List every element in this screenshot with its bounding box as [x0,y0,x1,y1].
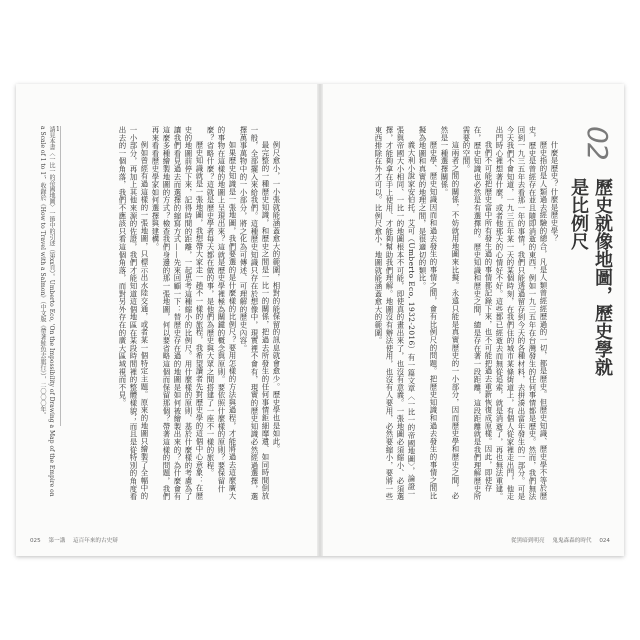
left-page-body [66,126,282,501]
book-spread [16,84,624,556]
right-page [320,84,624,556]
page-number: 024 [599,538,610,544]
paragraph: 這兩者之間的關係，不妨就用地圖來比擬。永遠只能是真實歷史的一小部分，因而歷史學和歷史之間，必然是一種選擇關係。 [440,126,460,500]
page-number: 025 [30,538,41,544]
right-page-body [338,126,560,501]
paragraph: 我們不可能把歷史當中所有發生過的事情都記錄下來，也不可能把過去重新恢復成原樣。因此，即使存在，歷史知識也必然是有選擇的。歷史知識和歷史之間，總是存在著一段距離，這段距離就是我們理解歷史所需要的空間。 [462,126,493,501]
lecture-label: 第一講 [48,538,66,544]
paragraph: 歷史知識就是一張地圖，我想帶大家走一趟不一樣的旅程，我希望讀者先對歷史學的這個中心意象：在歷史的地圖前停下來，記得時間的距離，一起思考這種縮小的比例尺。用什麼樣的原則、基於什麼樣的考慮為了讓我們看見過去而選擇的縮寫方式——先來回顧一下：替歷史存在過的地圖是如何被繪製出來的？為什麼會有這麼多種繪製地圖的方式？檢查我們身邊的那一張地圖，何以要省略這個而保留那個？帶著這樣的問題，我們再來看看歷史學家如何選擇與建構。 [151,126,204,501]
paragraph: 最完整的一種歷史知識，和歷史之間是一比一的關係，把過去所發生的任何事情鉅細靡遺、如同時間倒放一般，全部擺入來給我們。這種歷史知識只存在於想像中，現實裡不會有，現實的歷史知識必然經過選擇，選擇萬事萬物中的一小部分，將之化為可傳述、可理解的歷史內容。 [239,126,270,501]
footnote-marker: 1 [56,126,60,133]
footnote: 請見本書〈一比一的帝國地圖〉一節中的引述（第xx頁）。Umberto Eco, 'On the Impossibility of Drawing a Map of the Empire on a Scale of 1 to 1'，收錄於《How to Travel with a Salmon》（中文版《帶著鮭魚去旅行》），二〇〇〇年。 [39,126,55,497]
left-page [16,84,320,556]
left-footer [30,536,124,544]
running-title: 從黑暗到明亮 [511,538,545,544]
paragraph: 歷史學、歷史知識因而和過去發生的事情之間，會有比例尺的問題。把歷史知識和過去發生的事情之間比擬為地圖和真實的地理之間，是很適切的類比。 [418,126,438,500]
chapter-number: 02 [581,126,614,160]
book-subtitle: 鬼鬼森森的時代 [552,538,592,544]
paragraph: 如果歷史知識是一張地圖，我們要選的是什麼樣的比例尺？要用怎樣的方法與過程，才能將過去這麼廣大的事物在這樣的地圖上呈現出來？這就是歷史學裡極為關鍵的概念與原則。要依照什麼樣的原則？要保留什麼？省略什麼？這就是歷史學者每天都在做的事，是他們為歷史與大眾之間搭建了一座不一樣的旅程。 [206,126,237,500]
paragraph: 例如曾經有過這樣的一張地圖，只標示出水陸交通，或者某一個特定主題。原來的地圖只繪製了全幅中的一小部分，再加上其他來源的佐證，我們才能知道這個地區在某段時間裡的整體樣貌；而且是從特別的角度看出去的一個角落，我們不應該只看這個角落，而對另外存在的廣大區域視而不見。 [118,126,149,501]
running-title: 這百年來的古史辯 [73,538,118,544]
paragraph: 什麼是歷史？什麼是歷史學？ [550,140,559,243]
paragraph: 例尺愈小，一小張就能涵蓋愈大的範圍，相對的能保留的訊息就會愈少。歷史學也是如此。 [272,140,281,453]
footnote-divider [60,126,61,426]
chapter-heading [566,126,616,376]
paragraph: 義大利小說家安伯托．艾可（Umberto Eco, 1932-2016）有一篇文章〈一比一的帝國地圖〉，論證一張與帝國大小相同、一比一的地圖根本不可能，即使真的畫出來了，也沒有意義。一張地圖必須縮小、必須選擇，才能夠拿在手上使用、才能夠幫助我們理解。地圖沒有辦法使用，也沒有人要用，必然要縮小，要將一些東西排除在外才可以。比例尺愈小，地圖就能涵蓋愈大的範圍。 [374,126,416,501]
paragraph: 歷史指的是人類過去經驗的總合，凡是人類曾經經歷過的一切，都是歷史。但歷史知識、歷史學不等於歷史，歷史是曾經存在並且隨即消逝的東西，例如一九三五年在台灣發生的任何事情都是歷史。然而，我們無法回到一九三五年去看那一年的事情，我們只能透過留存到今天的各種材料，去拼湊出當年發生的一部分。可是今天我們不會知道，一九三五年某一天的某個時刻，在我們住的城市某條街道上，有個人從家裡走出門，他走出門時心裡想著什麼，或者他那天的心情好不好。這些都已經逝去而無從追索，就是消逝了，再也無法重建。 [495,126,548,501]
chapter-title: 歷史就像地圖，歷史學就是比例尺 [568,178,613,376]
right-footer [505,536,610,544]
